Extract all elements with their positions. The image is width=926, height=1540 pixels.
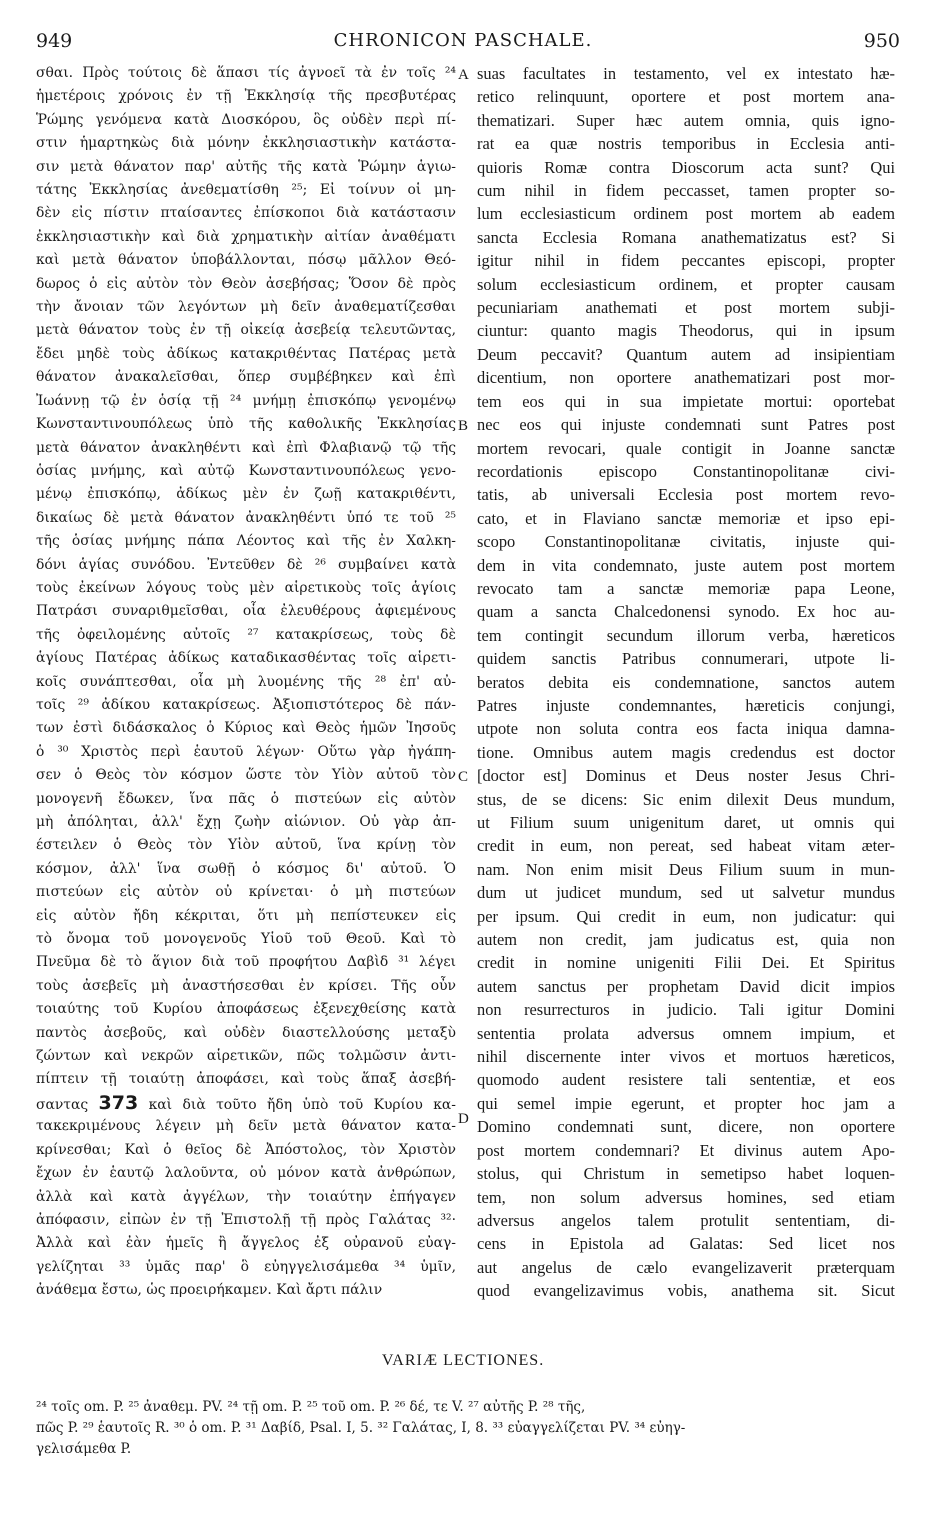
- greek-line-start: σαντας: [36, 1096, 89, 1113]
- variant-note-line: πῶς P. ²⁹ ἑαυτοῖς R. ³⁰ ὁ om. P. ³¹ Δαβίδ, Psal. I, 5. ³² Γαλάτας, I, 8. ³³ εὐαγγελίζεται PV. ³⁴ εὐηγ-: [36, 1420, 686, 1436]
- latin-line: revocato tam a sanctæ memoriæ papa Leone,: [477, 578, 895, 598]
- greek-line: δικαίως δὲ μετὰ θάνατον ἀνακληθέντι ὑπό τε τοῦ ²⁵: [36, 509, 456, 526]
- greek-line: εἰς αὐτὸν ἤδη κέκριται, ὅτι μὴ πεπίστευκεν εἰς: [36, 907, 456, 924]
- greek-line: ἀνάθεμα ἔστω, ὡς προειρήκαμεν. Καὶ ἄρτι πάλιν: [36, 1282, 383, 1299]
- latin-line: post mortem condemnari? Et divinus autem Apo-: [477, 1140, 895, 1160]
- latin-line: dum ut judicet mundum, sed ut salvetur mundus: [477, 883, 895, 903]
- greek-line: Πνεῦμα δὲ τὸ ἅγιον διὰ τοῦ προφήτου Δαβὶδ ³¹ λέγει: [36, 954, 456, 971]
- greek-line: μονογενῆ ἔδωκεν, ἵνα πᾶς ὁ πιστεύων εἰς αὐτὸν: [36, 790, 456, 807]
- greek-line: μετὰ θάνατον ἀνακληθέντι καὶ ἐπὶ Φλαβιανῷ τῷ τῆς: [36, 439, 456, 456]
- latin-line: quod evangelizavimus vobis, anathema sit. Sicut: [477, 1281, 895, 1301]
- greek-line: τοὺς ἐκείνων λόγους τοὺς μὲν αἱρετικοὺς τοῖς ἁγίοις: [36, 579, 456, 596]
- latin-line: tem eos qui in sua impietate mortui: oportebat: [477, 391, 895, 411]
- latin-line: utpote non soluta contra eos facta iniqua damna-: [477, 719, 895, 739]
- greek-line: ἁγίους Πατέρας ἀδίκως καταδικασθέντας τοῖς αἱρετι-: [36, 650, 456, 667]
- greek-line: πιστεύων εἰς αὐτὸν οὐ κρίνεται· ὁ μὴ πιστεύων: [36, 884, 456, 901]
- latin-line: autem non credit, jam judicatus est, quia non: [477, 930, 895, 950]
- page-number-right: 950: [863, 30, 900, 52]
- latin-line: sententia prolata adversus omnem impium, et: [477, 1023, 895, 1043]
- latin-line: dem in vita condemnato, juste autem post mortem: [477, 555, 895, 575]
- latin-line: non resurrecturos in judicio. Tali igitur Domini: [477, 1000, 895, 1020]
- greek-line: ἔδει μηδὲ τοὺς ἀδίκως κατακριθέντας Πατέρας μετὰ: [36, 345, 456, 362]
- greek-line: ὁ ³⁰ Χριστὸς περὶ ἑαυτοῦ λέγων· Οὕτω γὰρ ἠγάπη-: [36, 743, 456, 760]
- latin-line: pecuniariam anathemati et post mortem subji-: [477, 298, 895, 318]
- greek-line: [36, 1092, 456, 1115]
- greek-line: Ῥώμης γενόμενα κατὰ Διοσκόρου, ὃς οὐδὲν περὶ πί-: [36, 111, 456, 128]
- greek-line: ἔχων ἐν ἑαυτῷ λαλοῦντα, οὐ μόνον κατὰ ἀνθρώπων,: [36, 1165, 456, 1182]
- greek-line: κρίνεσθαι; Καὶ ὁ θεῖος δὲ Ἀπόστολος, τὸν Χριστὸν: [36, 1141, 456, 1158]
- greek-line: θάνατον ἀνακαλεῖσθαι, ὅπερ συμβέβηκεν καὶ ἐπὶ: [36, 369, 456, 386]
- greek-line: ἀλλὰ καὶ κατὰ ἀγγέλων, τὴν τοιαύτην ἐπήγαγεν: [36, 1188, 456, 1205]
- greek-line: Ἰωάννῃ τῷ ἐν ὁσίᾳ τῇ ²⁴ μνήμῃ ἐπισκόπῳ γενομένῳ: [36, 392, 456, 409]
- greek-line: των ἐστὶ διδάσκαλος ὁ Κύριος καὶ Θεὸς ἡμῶν Ἰησοῦς: [36, 720, 456, 737]
- greek-line: τῆς ὀφειλομένης αὐτοῖς ²⁷ κατακρίσεως, τοὺς δὲ: [36, 626, 456, 643]
- latin-line: suas facultates in testamento, vel ex intestato hæ-: [477, 64, 895, 83]
- latin-line: scopo Constantinopolitanæ civitatis, injuste qui-: [477, 532, 895, 552]
- greek-text-column: [36, 62, 456, 1303]
- running-title: CHRONICON PASCHALE.: [333, 30, 593, 51]
- greek-line: τῆς ὁσίας μνήμης πάπα Λέοντος καὶ τῆς ἐν Χαλκη-: [36, 533, 456, 550]
- greek-line: τοιαύτης τοῦ Κυρίου ἀποφάσεως ἐξενεχθείσης κατὰ: [36, 1001, 456, 1018]
- latin-line: Deum peccavit? Quantum autem ad insipientiam: [477, 344, 895, 364]
- latin-line: recordationis episcopo Constantinopolitanæ civi-: [477, 461, 895, 481]
- latin-line: qui semel impie egerunt, et propter hoc jam a: [477, 1093, 895, 1113]
- latin-line: credit in eum, non pereat, sed habeat vitam æter-: [477, 836, 895, 856]
- greek-line: μένῳ ἐπισκόπῳ, ἀδίκως μὲν ἐν ζωῇ κατακριθέντι,: [36, 486, 456, 503]
- migne-column-number: 373: [98, 1091, 139, 1114]
- greek-line: έστειλεν ὁ Θεὸς τὸν Υἱὸν αὐτοῦ, ἵνα κρίνῃ τὸν: [36, 837, 456, 854]
- latin-line: quomodo audent resistere tali sententiæ, et eos: [477, 1070, 895, 1090]
- greek-line: σεν ὁ Θεὸς τὸν κόσμον ὥστε τὸν Υἱὸν αὐτοῦ τὸν: [36, 767, 456, 784]
- latin-line: tem contingit secundum illorum verba, hæreticos: [477, 625, 895, 645]
- greek-line: δόνι ἁγίας συνόδου. Ἐντεῦθεν δὲ ²⁶ συμβαίνει κατὰ: [36, 556, 456, 573]
- latin-line: ut Filium suum unigenitum daret, ut omnis qui: [477, 813, 895, 832]
- latin-line: beratos debita eis condemnatione, sanctos autem: [477, 672, 895, 692]
- margin-marker-a: A: [458, 67, 469, 83]
- latin-line: autem sanctus per prophetam David dicit impios: [477, 976, 895, 996]
- latin-line: nec eos qui injuste condemnati sunt Patres post: [477, 415, 895, 435]
- latin-line: thematizari. Super hæc autem omnia, quis igno-: [477, 110, 895, 130]
- greek-line: ἡμετέροις χρόνοις ἐν τῇ Ἐκκλησίᾳ τῆς πρεσβυτέρας: [36, 88, 456, 105]
- latin-line: mortem revocari, quale contigit in Joanne sanctæ: [477, 438, 895, 458]
- greek-line: τὸ ὄνομα τοῦ μονογενοῦς Υἱοῦ τοῦ Θεοῦ. Καὶ τὸ: [36, 931, 456, 948]
- greek-line: στιν ἡμαρτηκὼς διὰ μόνην ἐκκλησιαστικὴν κατάστα-: [36, 135, 456, 152]
- latin-line: per ipsum. Qui credit in eum, non judicatur: qui: [477, 906, 895, 926]
- greek-line: τὴν ἄνοιαν τῶν λεγόντων μὴ δεῖν ἀναθεματίζεσθαι: [36, 299, 456, 316]
- greek-line: μὴ ἀπόληται, ἀλλ' ἔχῃ ζωὴν αἰώνιον. Οὐ γὰρ ἀπ-: [36, 814, 456, 830]
- variant-note-line: ²⁴ τοῖς om. P. ²⁵ ἀναθεμ. PV. ²⁴ τῇ om. P. ²⁵ τοῦ om. P. ²⁶ δέ, τε V. ²⁷ αὐτῆς P. ²⁸ τῆς,: [36, 1399, 586, 1415]
- variae-lectiones-title: VARIÆ LECTIONES.: [381, 1352, 545, 1369]
- latin-line: aut angelus de cælo evangelizaverit præterquam: [477, 1257, 895, 1277]
- latin-text-column: [477, 62, 895, 1303]
- greek-line: δωρος ὁ εἰς αὐτὸν τὸν Θεὸν ἀσεβήσας; Ὅσον δὲ πρὸς: [36, 275, 456, 292]
- latin-line: nihil discernente inter vivos et mortuos hæreticos,: [477, 1047, 895, 1067]
- margin-marker-b: B: [458, 418, 469, 434]
- latin-line: sancta Ecclesia Romana anathematizatus est? Si: [477, 227, 895, 247]
- greek-line: πίπτειν τῇ τοιαύτῃ ἀποφάσει, καὶ τοὺς ἅπαξ ἀσεβή-: [36, 1071, 456, 1088]
- latin-line: cum nihil in fidem peccasset, tamen propter so-: [477, 181, 895, 201]
- variant-note-line: γελισάμεθα P.: [36, 1441, 132, 1457]
- latin-line: quam a sancta Chalcedonensi synodo. Ex hoc au-: [477, 602, 895, 622]
- greek-line: σθαι. Πρὸς τούτοις δὲ ἅπασι τίς ἀγνοεῖ τὰ ἐν τοῖς ²⁴: [36, 65, 456, 81]
- greek-line: δὲν εἰς πίστιν πταίσαντες ἐπίσκοποι διὰ κατάστασιν: [36, 205, 456, 222]
- greek-line: τοῖς ²⁹ ἀδίκου κατακρίσεως. Ἀξιοπιστότερος δὲ πάν-: [36, 696, 456, 713]
- latin-line: Domino condemnati sunt, dicere, non oportere: [477, 1117, 895, 1137]
- latin-line: retico relinquunt, oportere et post mortem ana-: [477, 87, 895, 107]
- greek-line: Πατράσι συναριθμεῖσθαι, οἷα ἐλευθέρους ἀφιεμένους: [36, 603, 456, 620]
- margin-marker-c: C: [458, 769, 469, 785]
- greek-line-end: καὶ διὰ τοῦτο ἤδη ὑπὸ τοῦ Κυρίου κα-: [148, 1096, 456, 1113]
- latin-line: dicentium, non oportere anathematizari post mor-: [477, 368, 895, 388]
- latin-line: stolus, qui Christum in semetipso habet loquen-: [477, 1164, 895, 1184]
- greek-line: Κωνσταντινουπόλεως ὑπὸ τῆς καθολικῆς Ἐκκλησίας: [36, 416, 456, 433]
- latin-line: stus, de se dicens: Sic enim dilexit Deus mundum,: [477, 789, 895, 809]
- latin-line: quidem sanctis Patribus connumerari, utpote li-: [477, 649, 895, 669]
- greek-line: μετὰ θάνατον τοὺς ἐν τῇ οἰκείᾳ ἀσεβείᾳ τελευτῶντας,: [36, 322, 456, 339]
- latin-line: solum ecclesiasticum ordinem, et propter causam: [477, 274, 895, 294]
- greek-line: κοῖς συνάπτεσθαι, οἷα μὴ λυομένης τῆς ²⁸ ἐπ' αὐ-: [36, 673, 456, 690]
- greek-line: καὶ μετὰ θάνατον ὑποβάλλονται, πόσῳ μᾶλλον Θεό-: [36, 252, 456, 269]
- greek-line: παντὸς ἀσεβοῦς, καὶ οὐδὲν διαστελλούσης μεταξὺ: [36, 1024, 456, 1041]
- page-number-left: 949: [36, 30, 73, 52]
- latin-line: [doctor est] Dominus et Deus noster Jesus Chri-: [477, 766, 895, 786]
- margin-marker-d: D: [458, 1111, 469, 1127]
- latin-line: tione. Omnibus autem magis credendus est doctor: [477, 742, 895, 762]
- latin-line: Patres injuste condemnantes, hæreticis conjungi,: [477, 695, 895, 715]
- greek-line: κόσμον, ἀλλ' ἵνα σωθῇ ὁ κόσμος δι' αὐτοῦ. Ὁ: [36, 860, 456, 877]
- greek-line: σιν μετὰ θάνατον παρ' αὐτῆς τῆς κατὰ Ῥώμην ἁγιω-: [36, 158, 456, 175]
- greek-line: ἀπόφασιν, εἰπὼν ἐν τῇ Ἐπιστολῇ τῇ πρὸς Γαλάτας ³²·: [36, 1211, 456, 1228]
- latin-line: tem, non solum adversus homines, sed etiam: [477, 1187, 895, 1207]
- greek-line: τακεκριμένους λέγειν μὴ δεῖν μετὰ θάνατον κατα-: [36, 1118, 456, 1135]
- latin-line: credit in nomine unigeniti Filii Dei. Et Spiritus: [477, 953, 895, 973]
- latin-line: rat ea quæ nostris temporibus in Ecclesia anti-: [477, 134, 895, 154]
- greek-line: ἐκκλησιαστικὴν καὶ διὰ χρηματικὴν αἰτίαν ἀναθέματι: [36, 228, 456, 245]
- latin-line: cato, et in Flaviano sanctæ memoriæ et ipso epi-: [477, 508, 895, 528]
- running-header: [26, 30, 900, 60]
- latin-line: lum ecclesiasticum ordinem post mortem ab eadem: [477, 204, 895, 224]
- greek-line: γελίζηται ³³ ὑμᾶς παρ' ὃ εὐηγγελισάμεθα ³⁴ ὑμῖν,: [36, 1258, 456, 1275]
- latin-line: igitur nihil in fidem peccantes episcopi, propter: [477, 251, 895, 271]
- latin-line: quioris Romæ contra Dioscorum acta sunt? Qui: [477, 157, 895, 177]
- greek-line: τοὺς ἀσεβεῖς μὴ ἀναστήσεσθαι ἐν κρίσει. Τῆς οὖν: [36, 977, 456, 994]
- variant-readings-notes: [36, 1397, 896, 1460]
- latin-line: adversus angelos talem protulit sententiam, di-: [477, 1210, 895, 1230]
- latin-line: tatis, ab universali Ecclesia post mortem revo-: [477, 485, 895, 505]
- latin-line: nam. Non enim misit Deus Filium suum in mun-: [477, 859, 895, 879]
- greek-line: τάτης Ἐκκλησίας ἀνεθεματίσθη ²⁵; Εἰ τοίνυν οἱ μη-: [36, 182, 456, 199]
- greek-line: ζώντων καὶ νεκρῶν αἱρετικῶν, πῶς τολμῶσιν ἀντι-: [36, 1048, 456, 1065]
- greek-line: Ἀλλὰ καὶ ἐὰν ἡμεῖς ἢ ἄγγελος ἐξ οὐρανοῦ εὐαγ-: [36, 1235, 456, 1252]
- greek-line: ὁσίας μνήμης, καὶ αὐτῷ Κωνσταντινουπόλεως γενο-: [36, 462, 456, 479]
- latin-line: cens in Epistola ad Galatas: Sed licet nos: [477, 1234, 895, 1254]
- latin-line: ciuntur: quanto magis Theodorus, qui in ipsum: [477, 321, 895, 341]
